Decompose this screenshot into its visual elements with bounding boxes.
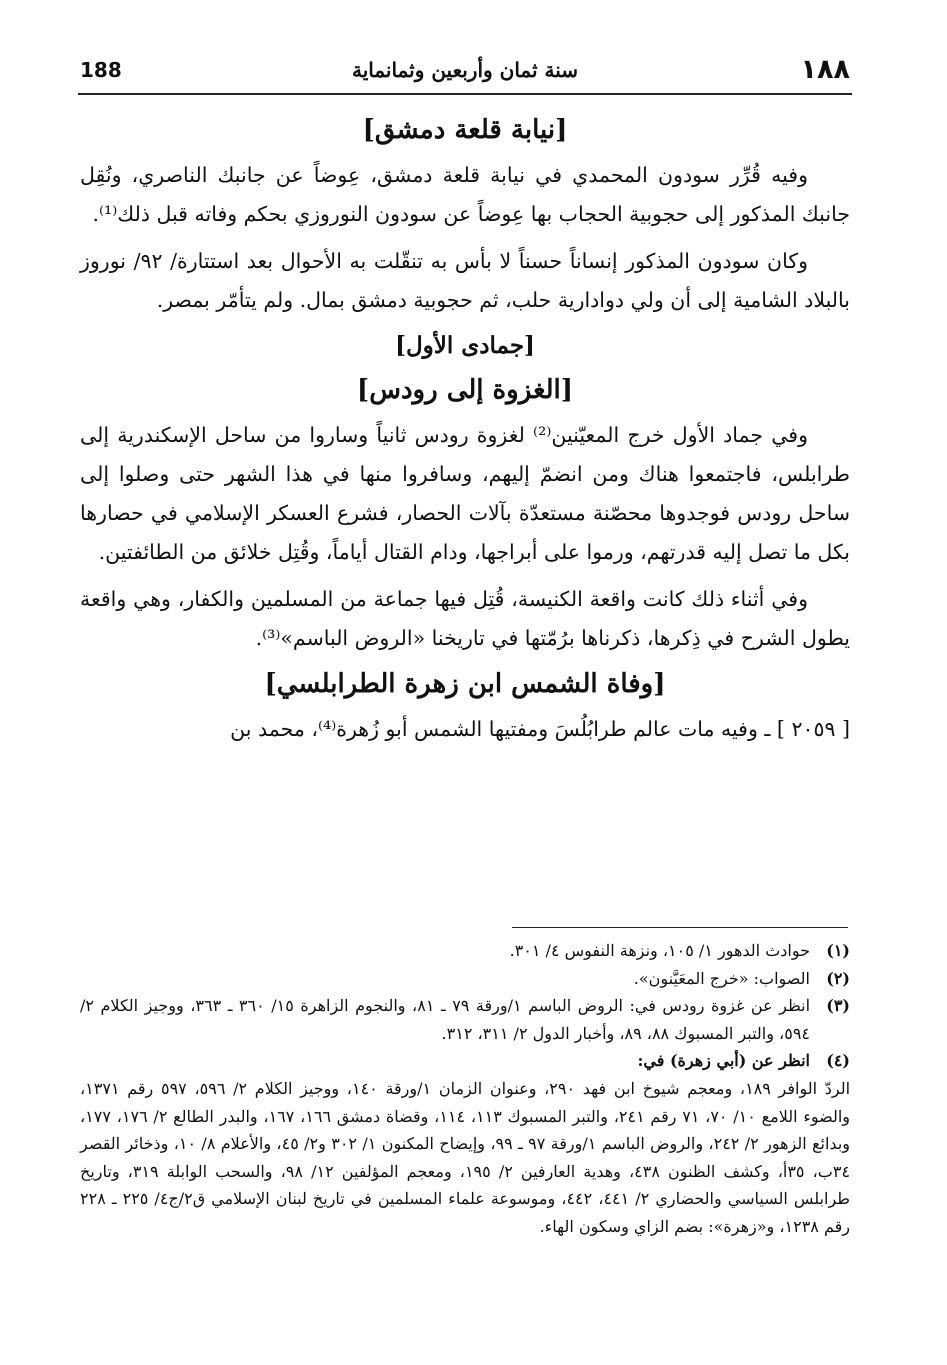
footnote-number: (٢)	[826, 968, 850, 988]
main-text	[80, 112, 850, 749]
footnote-rule	[512, 927, 848, 928]
running-title: سنة ثمان وأربعين وثمانماية	[351, 58, 579, 82]
footnote-text: انظر عن غزوة رودس في: الروض الباسم ١/ورقة ٧٩ ـ ٨١، والنجوم الزاهرة ١٥/ ٣٦٠ ـ ٣٦٣، ووجيز الكلام ٢/ ٥٩٤، والتبر المسبوك ٨٨، ٨٩، وأخبار الدول ٢/ ٣١١، ٣١٢.	[80, 996, 811, 1043]
footnotes	[80, 937, 850, 1241]
footnote	[80, 1047, 850, 1075]
footnote-text: الردّ الوافر ١٨٩، ومعجم شيوخ ابن فهد ٢٩٠، وعنوان الزمان ١/ورقة ١٤٠، ووجيز الكلام ٢/ ٥٩٦، ٥٩٧ رقم ١٣٧١، والضوء اللامع ١٠/ ٧٠، ٧١ رقم ٢٤١، والتبر المسبوك ١١٣، ١١٤، وقضاة دمشق ١٦٦، ١٦٧، والبدر الطالع ٢/ ١٧٦، ١٧٧، وبدائع الزهور ٢/ ٢٤٢، والروض الباسم ١/ورقة ٩٧ ـ ٩٩، وإيضاح المكنون ١/ ٣٠٢ و٢/ ٤٥، والأعلام ٨/ ١٠، وذخائر القصر ٣٤ب، ٣٥أ، وكشف الظنون ٤٣٨، وهدية العارفين ٢/ ١٩٥، ومعجم المؤلفين ١٢/ ٩٨، والسحب الوابلة ٣١٩، وتاريخ طرابلس السياسي والحضاري ٢/ ٤٤١، ٤٤٢، وموسوعة علماء المسلمين في تاريخ لبنان الإسلامي ق٢/ج٤/ ٢٢٥ ـ ٢٢٨ رقم ١٢٣٨، و«زهرة»: بضم الزاي وسكون الهاء.	[80, 1078, 851, 1236]
footnote	[80, 937, 850, 965]
section-heading: [جمادى الأول]	[395, 332, 535, 359]
footnote-number: (٤)	[826, 1051, 850, 1071]
page-header	[80, 54, 850, 92]
footnote	[80, 965, 850, 993]
paragraph: وفي جماد الأول خرج المعيّنين⁽²⁾ لغزوة رودس ثانياً وساروا من ساحل الإسكندرية إلى طرابلس، فاجتمعوا هناك ومن انضمّ إليهم، وسافروا منها في هذا الشهر حتى وصلوا إلى ساحل رودس فوجدوها محصّنة مستعدّة بآلات الحصار، فشرع العسكر الإسلامي في حصارها بكل ما تصل إليه قدرتهم، ورموا على أبراجها، ودام القتال أياماً، وقُتِل خلائق من الطائفتين.	[80, 423, 850, 564]
footnote-text: الصواب: «خرج المعَيَّنون».	[633, 968, 810, 988]
section-heading: [نيابة قلعة دمشق]	[362, 115, 568, 145]
paragraph: وفيه قُرِّر سودون المحمدي في نيابة قلعة دمشق، عِوضاً عن جانبك الناصري، ونُقِل جانبك المذكور إلى حجوبية الحجاب بها عِوضاً عن سودون النوروزي بحكم وفاته قبل ذلك⁽¹⁾.	[80, 163, 850, 226]
paragraph: وفي أثناء ذلك كانت واقعة الكنيسة، قُتِل فيها جماعة من المسلمين والكفار، وهي واقعة يطول الشرح في ذِكرها، ذكرناها برُمّتها في تاريخنا «الروض الباسم»⁽³⁾.	[80, 587, 850, 650]
footnote	[80, 992, 850, 1047]
header-rule	[78, 93, 852, 95]
footnote-text: حوادث الدهور ١/ ١٠٥، ونزهة النفوس ٤/ ٣٠١.	[509, 941, 810, 960]
page-number-arabic: ١٨٨	[800, 54, 850, 85]
footnote-intro: انظر عن (أبي زهرة) في:	[637, 1051, 810, 1071]
page-number-latin: 188	[80, 58, 122, 82]
section-heading: [الغزوة إلى رودس]	[356, 375, 574, 405]
paragraph: وكان سودون المذكور إنساناً حسناً لا بأس به تنقّلت به الأحوال بعد استتارة/ ٩٢/ نوروز بالبلاد الشامية إلى أن ولي دوادارية حلب، ثم حجوبية دمشق بمال. ولم يتأمّر بمصر.	[80, 249, 850, 312]
footnote-number: (١)	[826, 941, 850, 960]
section-heading: [وفاة الشمس ابن زهرة الطرابلسي]	[264, 669, 666, 699]
footnote-number: (٣)	[826, 996, 850, 1016]
paragraph: [ ٢٠٥٩ ] ـ وفيه مات عالم طرابُلُسَ ومفتيها الشمس أبو زُهرة⁽⁴⁾، محمد بن	[230, 717, 850, 741]
